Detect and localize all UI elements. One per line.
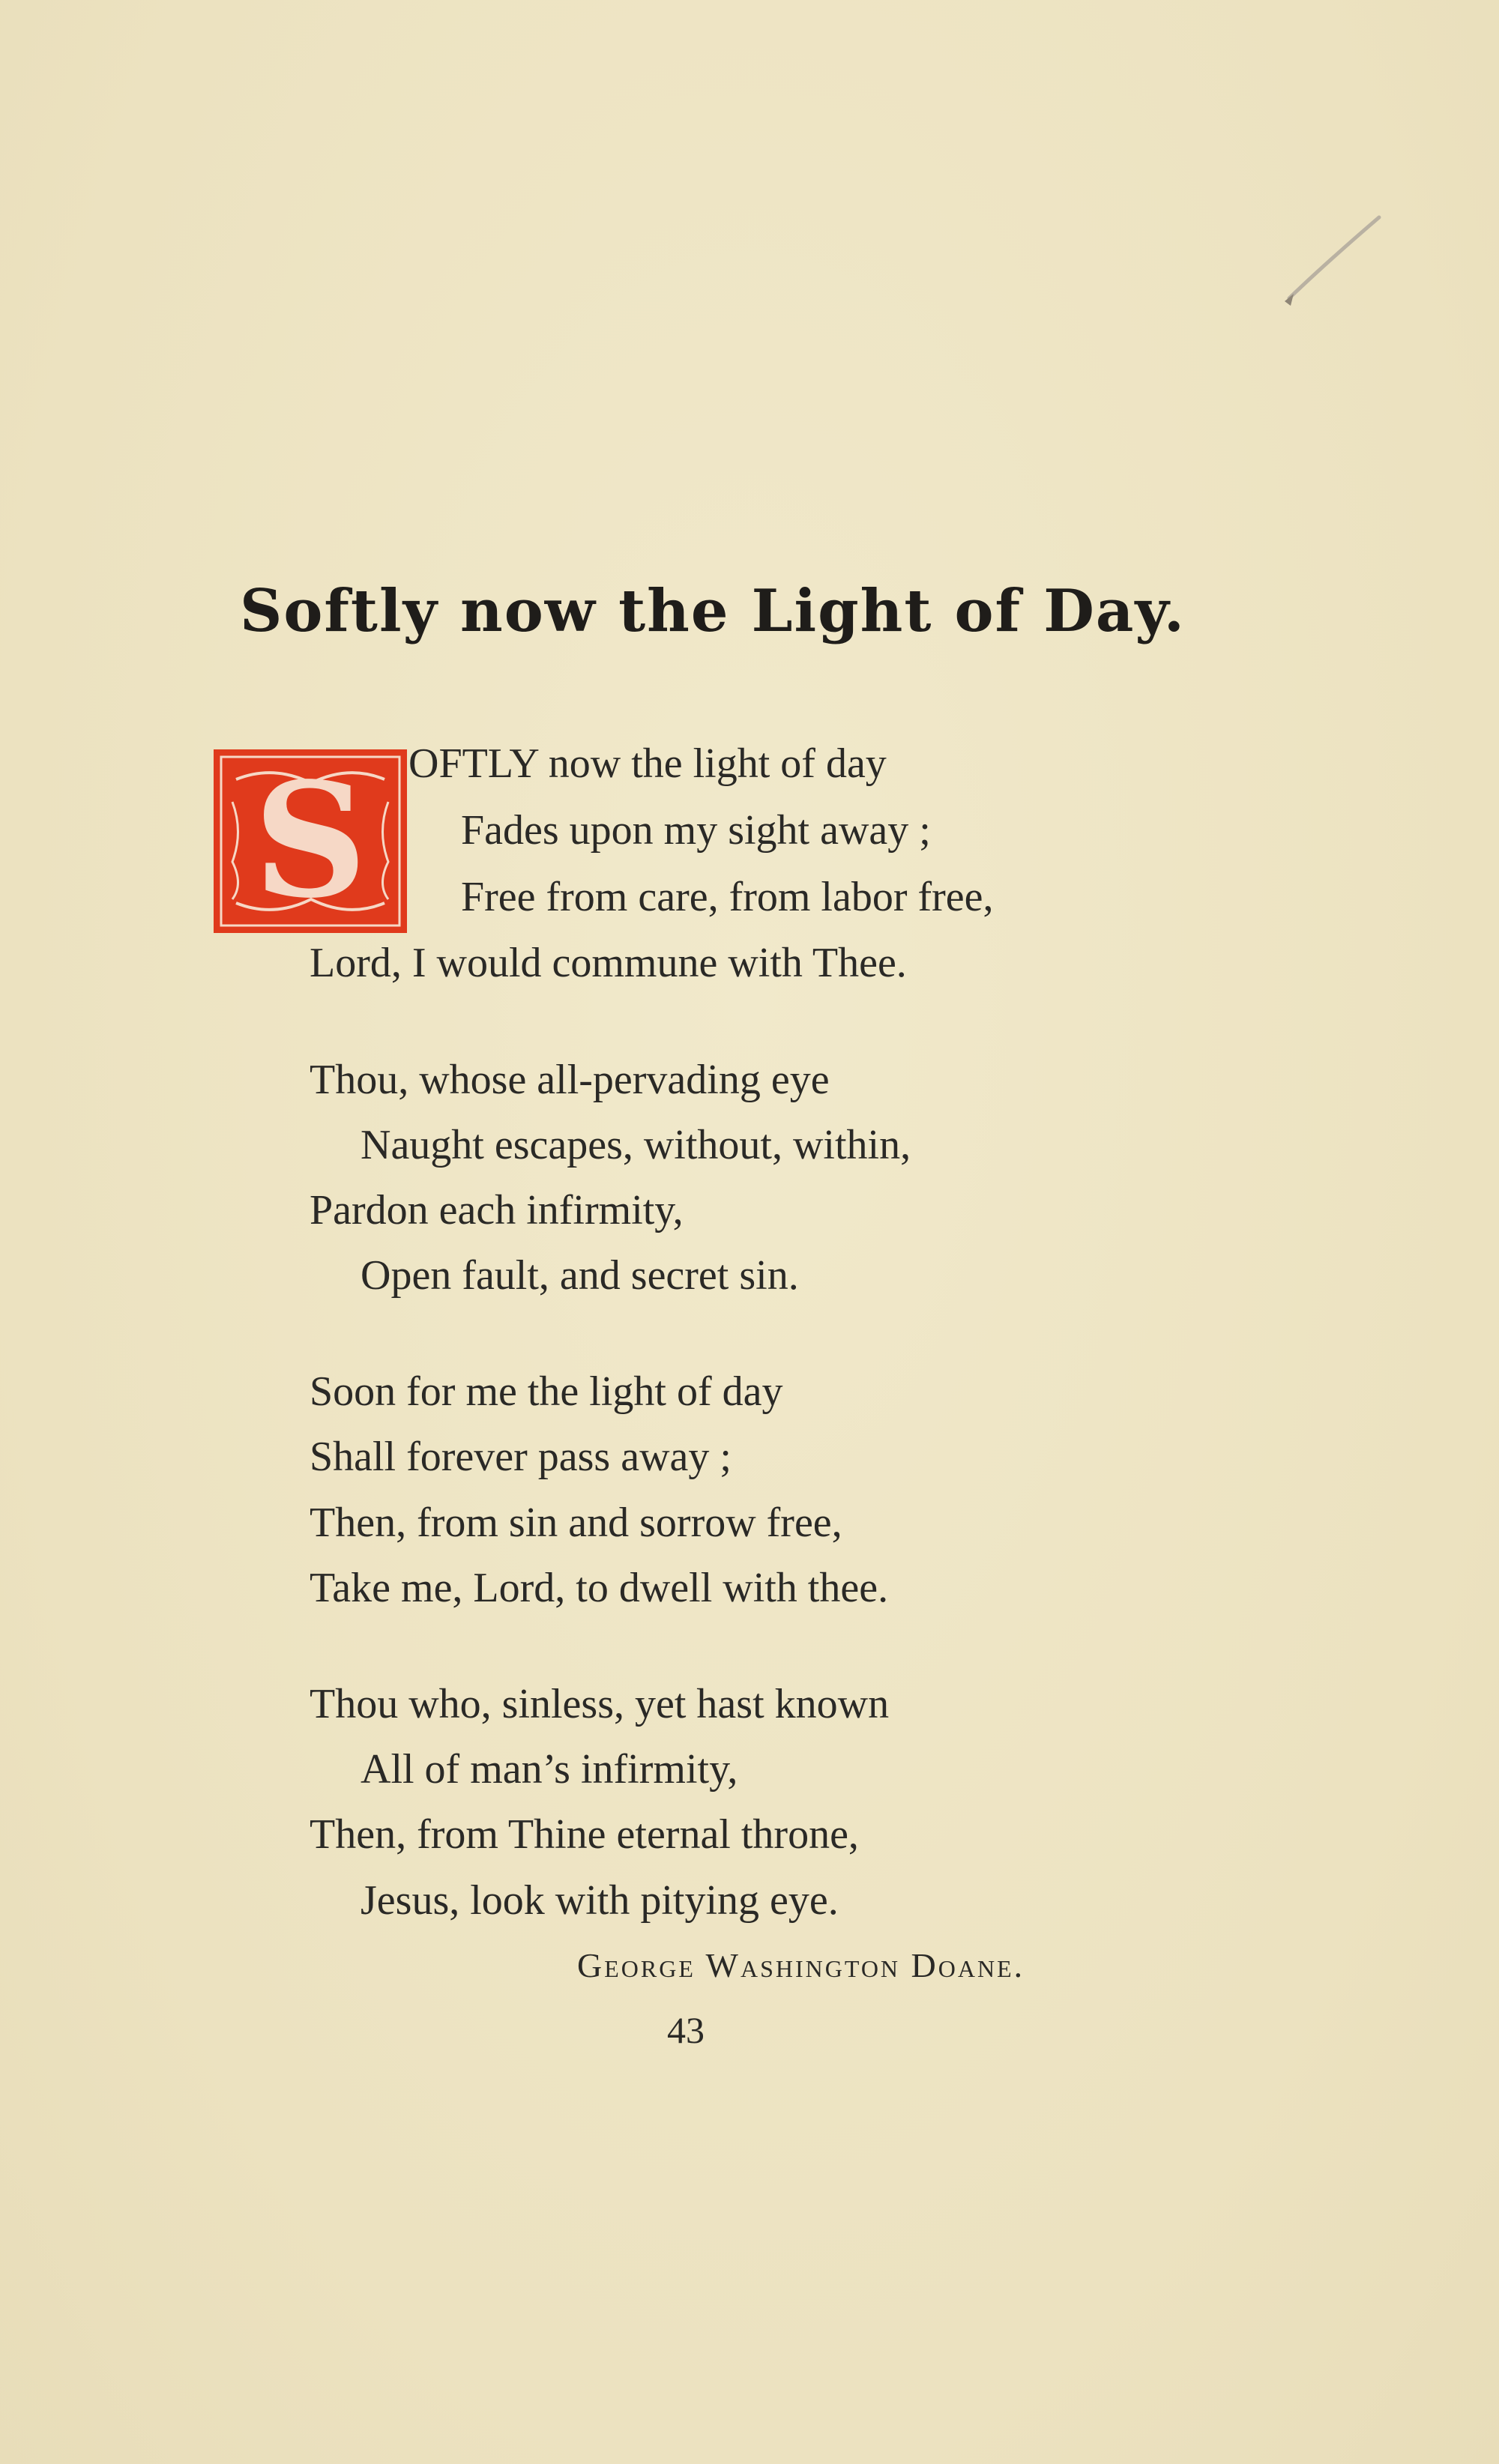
decorated-initial-s (214, 749, 407, 933)
pencil-check-mark (1274, 210, 1394, 315)
page-number: 43 (667, 2009, 705, 2051)
poem-line: Thou who, sinless, yet hast known (310, 1681, 890, 1727)
poem-line: Then, from Thine eternal throne, (310, 1811, 859, 1858)
poem-line: Take me, Lord, to dwell with thee. (310, 1565, 889, 1611)
poem-line: Shall forever pass away ; (310, 1434, 732, 1480)
drop-cap-letter: S (253, 749, 367, 933)
poem-line: Thou, whose all-pervading eye (310, 1057, 830, 1103)
poem-line: Naught escapes, without, within, (361, 1122, 911, 1168)
poem-line: Fades upon my sight away ; (461, 807, 931, 854)
poem-line: All of man’s infirmity, (361, 1746, 738, 1793)
poem-line: OFTLY now the light of day (408, 740, 887, 787)
poem-line: Lord, I would commune with Thee. (310, 940, 907, 986)
poem-line: Soon for me the light of day (310, 1368, 783, 1415)
poem-line: Then, from sin and sorrow free, (310, 1500, 842, 1546)
poem-line: Pardon each infirmity, (310, 1187, 684, 1233)
author-attribution: George Washington Doane. (577, 1946, 1025, 1984)
poem-line: Free from care, from labor free, (461, 874, 994, 920)
poem-line: Jesus, look with pitying eye. (361, 1877, 839, 1924)
poem-line: Open fault, and secret sin. (361, 1252, 799, 1299)
poem-title: Softly now the Light of Day. (240, 577, 1186, 645)
